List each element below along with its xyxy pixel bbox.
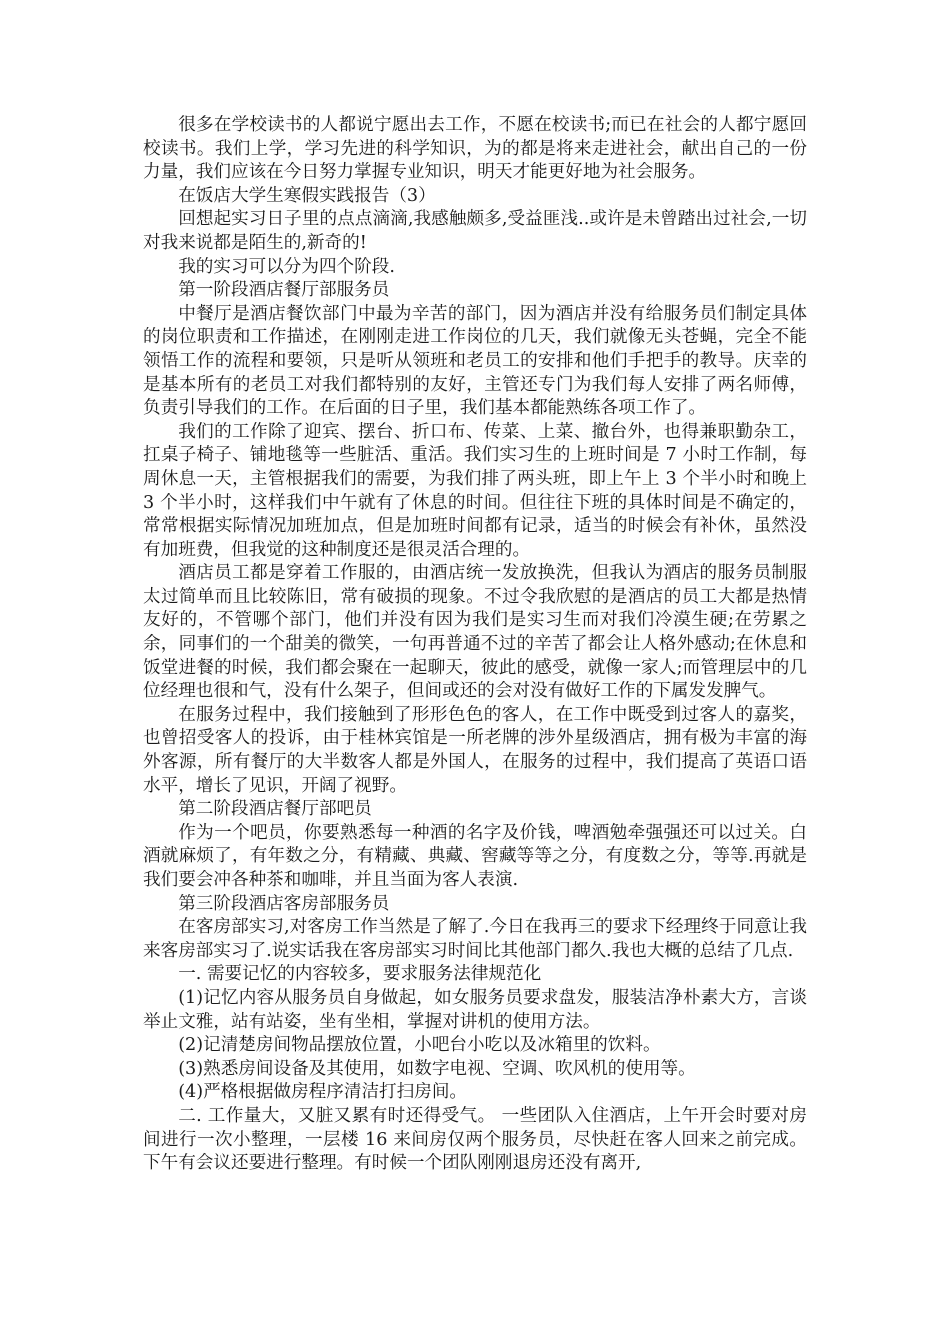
list-item: (3)熟悉房间设备及其使用，如数字电视、空调、吹风机的使用等。 xyxy=(178,1058,696,1079)
paragraph: 中餐厅是酒店餐饮部门中最为辛苦的部门，因为酒店并没有给服务员们制定具体的岗位职责和工作描述，在刚刚走进工作岗位的几天，我们就像无头苍蝇，完全不能领悟工作的流程和要领，只是听从领班和老员工的安排和他们手把手的教导。庆幸的是基本所有的老员工对我们都特别的友好，主管还专门为我们每人安排了两名师傅，负责引导我们的工作。在后面的日子里，我们基本都能熟练各项工作了。 xyxy=(143,303,807,419)
paragraph: 酒店员工都是穿着工作服的，由酒店统一发放换洗，但我认为酒店的服务员制服太过简单而且比较陈旧，常有破损的现象。不过令我欣慰的是酒店的员工大都是热情友好的，不管哪个部门，他们并没有因为我们是实习生而对我们冷漠生硬;在劳累之余，同事们的一个甜美的微笑，一句再普通不过的辛苦了都会让人格外感动;在休息和饭堂进餐的时候，我们都会聚在一起聊天，彼此的感受，就像一家人;而管理层中的几位经理也很和气，没有什么架子，但间或还的会对没有做好工作的下属发发脾气。 xyxy=(143,563,807,702)
document-body xyxy=(143,114,807,1176)
list-item: (4)严格根据做房程序清洁打扫房间。 xyxy=(178,1082,468,1103)
section-title: 在饭店大学生寒假实践报告（3） xyxy=(178,185,436,206)
stage-heading: 第三阶段酒店客房部服务员 xyxy=(178,893,390,914)
stage-heading: 第一阶段酒店餐厅部服务员 xyxy=(178,280,390,301)
paragraph: 我们的工作除了迎宾、摆台、折口布、传菜、上菜、撤台外，也得兼职勤杂工，扛桌子椅子、铺地毯等一些脏活、重活。我们实习生的上班时间是 7 小时工作制，每周休息一天，主管根据我们的需要，为我们排了两头班，即上午上 3 个半小时和晚上 3 个半小时，这样我们中午就有了休息的时间。但往往下班的具体时间是不确定的，常常根据实际情况加班加点，但是加班时间都有记录，适当的时候会有补休，虽然没有加班费，但我觉的这种制度还是很灵活合理的。 xyxy=(143,421,807,560)
paragraph: 很多在学校读书的人都说宁愿出去工作，不愿在校读书;而已在社会的人都宁愿回校读书。我们上学，学习先进的科学知识，为的都是将来走进社会，献出自己的一份力量，我们应该在今日努力掌握专业知识，明天才能更好地为社会服务。 xyxy=(143,115,807,183)
list-item: (2)记清楚房间物品摆放位置，小吧台小吃以及冰箱里的饮料。 xyxy=(178,1035,661,1056)
stage-heading: 第二阶段酒店餐厅部吧员 xyxy=(178,799,372,820)
paragraph: 作为一个吧员，你要熟悉每一种酒的名字及价钱，啤酒勉牵强强还可以过关。白酒就麻烦了，有年数之分，有精藏、典藏、窖藏等等之分，有度数之分，等等.再就是我们要会冲各种茶和咖啡，并且当面为客人表演. xyxy=(143,822,807,890)
point-heading: 一. 需要记忆的内容较多，要求服务法律规范化 xyxy=(178,964,542,985)
paragraph: 回想起实习日子里的点点滴滴,我感触颇多,受益匪浅..或许是未曾踏出过社会,一切对我来说都是陌生的,新奇的! xyxy=(143,209,807,253)
list-item: (1)记忆内容从服务员自身做起，如女服务员要求盘发，服装洁净朴素大方，言谈举止文雅，站有站姿，坐有坐相，掌握对讲机的使用方法。 xyxy=(143,987,807,1032)
paragraph: 在服务过程中，我们接触到了形形色色的客人，在工作中既受到过客人的嘉奖，也曾招受客人的投诉，由于桂林宾馆是一所老牌的涉外星级酒店，拥有极为丰富的海外客源，所有餐厅的大半数客人都是外国人，在服务的过程中，我们提高了英语口语水平，增长了见识，开阔了视野。 xyxy=(143,704,807,796)
paragraph: 我的实习可以分为四个阶段. xyxy=(178,256,395,277)
paragraph: 在客房部实习,对客房工作当然是了解了.今日在我再三的要求下经理终于同意让我来客房部实习了.说实话我在客房部实习时间比其他部门都久.我也大概的总结了几点. xyxy=(143,917,807,961)
paragraph: 二. 工作量大，又脏又累有时还得受气。 一些团队入住酒店，上午开会时要对房间进行一次小整理，一层楼 16 来间房仅两个服务员，尽快赶在客人回来之前完成。下午有会议还要进行整理。有时候一个团队刚刚退房还没有离开, xyxy=(143,1105,807,1174)
